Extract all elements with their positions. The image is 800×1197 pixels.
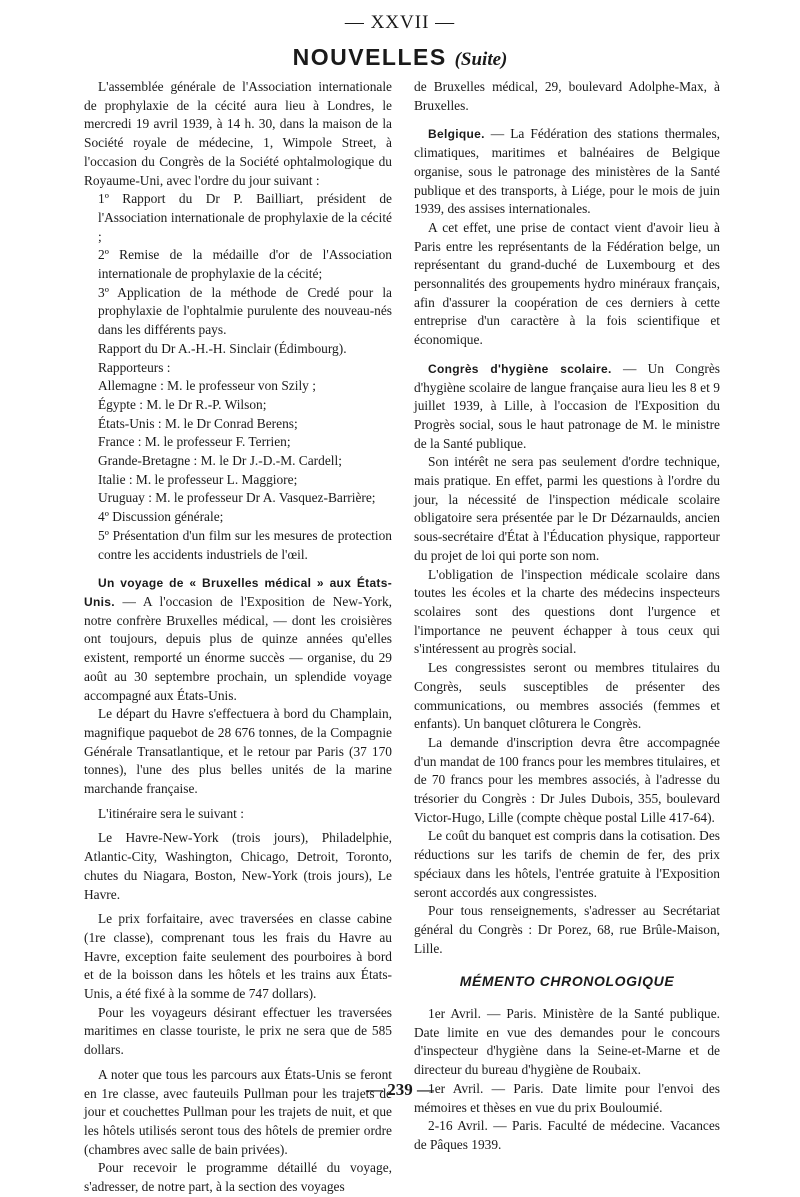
agenda-item: 5º Présentation d'un film sur les mesures de protection contre les accidents industriels de l'œil. [98, 527, 392, 562]
paragraph: Son intérêt ne sera pas seulement d'ordre technique, mais pratique. En effet, parmi les questions à l'ordre du jour, la nécessité de l'inspection médicale scolaire obligatoire sera présentée par le Dr Dézarnaulds, ancien sous-secrétaire d'État à l'Éducation physique, rapporteur du projet de loi qui porte son nom. [414, 454, 720, 563]
paragraph: Pour les voyageurs désirant effectuer les traversées maritimes en classe touriste, le prix ne sera que de 585 dollars. [84, 1004, 392, 1058]
left-column [84, 78, 392, 1197]
paragraph: L'assemblée générale de l'Association internationale de prophylaxie de la cécité aura lieu à Londres, le mercredi 19 avril 1939, à 14 h. 30, dans la maison de la Société royale de médecine, 1, Wimpole Street, à l'occasion du Congrès de la Société ophtalmologique du Royaume-Uni, avec l'ordre du jour suivant : [84, 79, 392, 188]
paragraph: La demande d'inscription devra être accompagnée d'un mandat de 100 francs pour les membres titulaires, et de 70 francs pour les membres associés, à l'adresse du trésorier du Congrès : Dr Jules Dubois, 355, boulevard Victor-Hugo, Lille (compte chèque postal Lille 417-64). [414, 734, 720, 825]
paragraph: de Bruxelles médical, 29, boulevard Adolphe-Max, à Bruxelles. [414, 79, 720, 113]
agenda-item: Rapport du Dr A.-H.-H. Sinclair (Édimbourg). [98, 340, 347, 356]
right-column [414, 78, 720, 1155]
news-lead: Congrès d'hygiène scolaire. [428, 361, 612, 376]
spacer [414, 995, 720, 1005]
news-lead: Belgique. [428, 127, 485, 142]
page-number: — 239 — [366, 1080, 434, 1099]
spacer [414, 350, 720, 360]
agenda-item: Rapporteurs : [98, 359, 171, 375]
agenda-item: 1º Rapport du Dr P. Bailliart, président de l'Association internationale de prophylaxie de la cécité ; [98, 191, 392, 244]
paragraph: A noter que tous les parcours aux États-Unis se feront en 1re classe, avec fauteuils Pullman pour les trajets de jour et couchettes Pullman pour les trajets de nuit, et que les hôtels utilisés seront tous des hôtels de premier ordre (chambres avec salle de bain privées). [84, 1066, 392, 1157]
news-paragraph [84, 574, 392, 705]
paragraph: A cet effet, une prise de contact vient d'avoir lieu à Paris entre les représentants de la Fédération belge, un représentant du grand-duché de Luxembourg et des personnalités des groupements hydro minéraux français, afin d'assurer la coopération de ces derniers à cette entreprise d'un caractère à la fois scientifique et économique. [414, 219, 720, 348]
paragraph: Pour tous renseignements, s'adresser au Secrétariat général du Congrès : Dr Porez, 68, rue Brûle-Maison, Lille. [414, 903, 720, 956]
news-paragraph [414, 125, 720, 219]
agenda-item: États-Unis : M. le Dr Conrad Berens; [98, 415, 298, 431]
agenda-item: Égypte : M. le Dr R.-P. Wilson; [98, 396, 267, 412]
section-title [0, 44, 800, 71]
title-suite: (Suite) [454, 49, 508, 70]
paragraph: L'itinéraire sera le suivant : [98, 805, 244, 821]
spacer [414, 115, 720, 125]
paragraph: Le départ du Havre s'effectuera à bord du Champlain, magnifique paquebot de 28 676 tonnes, de la Compagnie Générale Transatlantique, et le retour par Paris (37 170 tonnes), l'une des plus belles unités de la marine marchande française. [84, 706, 392, 797]
paragraph: Pour recevoir le programme détaillé du voyage, s'adresser, de notre part, à la section des voyages [84, 1160, 392, 1195]
roman-page-number: — XXVII — [344, 12, 456, 33]
paragraph: L'obligation de l'inspection médicale scolaire dans toutes les écoles et la charte des médecins inspecteurs scolaires sont des questions dont l'urgence et l'importance ne peuvent échapper à tous ceux qui s'intéressent au progrès social. [414, 566, 720, 657]
agenda-item: Grande-Bretagne : M. le Dr J.-D.-M. Cardell; [98, 453, 342, 469]
paragraph: 2-16 Avril. — Paris. Faculté de médecine. Vacances de Pâques 1939. [414, 1118, 720, 1152]
news-text: — La Fédération des stations thermales, climatiques, maritimes et balnéaires de Belgique organise, sous le patronage des ministères de la Santé publique et des transports, à Liége, pour le mois de juin 1939, des assises internationales. [414, 126, 720, 217]
news-text: — Un Congrès d'hygiène scolaire de langue française aura lieu les 8 et 9 juillet 1939, à Lille, à l'occasion de l'Exposition du Progrès social, sous le haut patronage de M. le ministre de la Santé publique. [414, 360, 720, 451]
news-lead: Un voyage de « Bruxelles médical » aux États-Unis. [84, 576, 392, 609]
paragraph: Les congressistes seront ou membres titulaires du Congrès, seuls susceptibles de présenter des communications, ou membres associés (femmes et enfants). Un banquet clôturera le Congrès. [414, 660, 720, 732]
agenda-item: 4º Discussion générale; [98, 509, 224, 525]
news-paragraph [414, 360, 720, 454]
paragraph: Le prix forfaitaire, avec traversées en classe cabine (1re classe), comprenant tous les frais du Havre au Havre, exception faite seulement des pourboires à bord et de la boisson dans les hôtels et les trains aux États-Unis, a été fixé à la somme de 747 dollars). [84, 911, 392, 1002]
spacer [414, 958, 720, 968]
paragraph: 1er Avril. — Paris. Ministère de la Santé publique. Date limite en vue des demandes pour le concours d'inspecteur d'hygiène dans la Seine-et-Marne et de directeur du bureau d'hygiène de Roubaix. [414, 1006, 720, 1078]
agenda-item: 3º Application de la méthode de Credé pour la prophylaxie de l'ophtalmie purulente des nouveau-nés dans les différents pays. [98, 284, 392, 338]
paragraph: Le Havre-New-York (trois jours), Philadelphie, Atlantic-City, Washington, Chicago, Detroit, Toronto, chutes du Niagara, Boston, New-York (trois jours), Le Havre. [84, 830, 392, 902]
agenda-item: Uruguay : M. le professeur Dr A. Vasquez-Barrière; [98, 490, 376, 506]
news-text: — A l'occasion de l'Exposition de New-York, notre confrère Bruxelles médical, — dont les croisières ont toujours, depuis plus de quinze années qu'elles existent, remporté un énorme succès — organise, du 29 août au 30 septembre prochain, un splendide voyage accompagné aux États-Unis. [84, 593, 392, 703]
paragraph: 1er Avril. — Paris. Date limite pour l'envoi des mémoires et thèses en vue du prix Bouloumié. [414, 1080, 720, 1115]
title-text: NOUVELLES [292, 44, 447, 70]
paragraph: Le coût du banquet est compris dans la cotisation. Des réductions sur les tarifs de chemin de fer, des prix spéciaux dans les hôtels, l'entrée gratuite à l'Exposition seront accordés aux congressistes. [414, 828, 720, 900]
agenda-item: Allemagne : M. le professeur von Szily ; [98, 378, 316, 394]
agenda-item: France : M. le professeur F. Terrien; [98, 434, 291, 450]
agenda-item: 2º Remise de la médaille d'or de l'Association internationale de prophylaxie de la cécité; [98, 247, 392, 282]
spacer [84, 564, 392, 574]
agenda-item: Italie : M. le professeur L. Maggiore; [98, 471, 298, 487]
memento-heading: MÉMENTO CHRONOLOGIQUE [459, 973, 675, 990]
